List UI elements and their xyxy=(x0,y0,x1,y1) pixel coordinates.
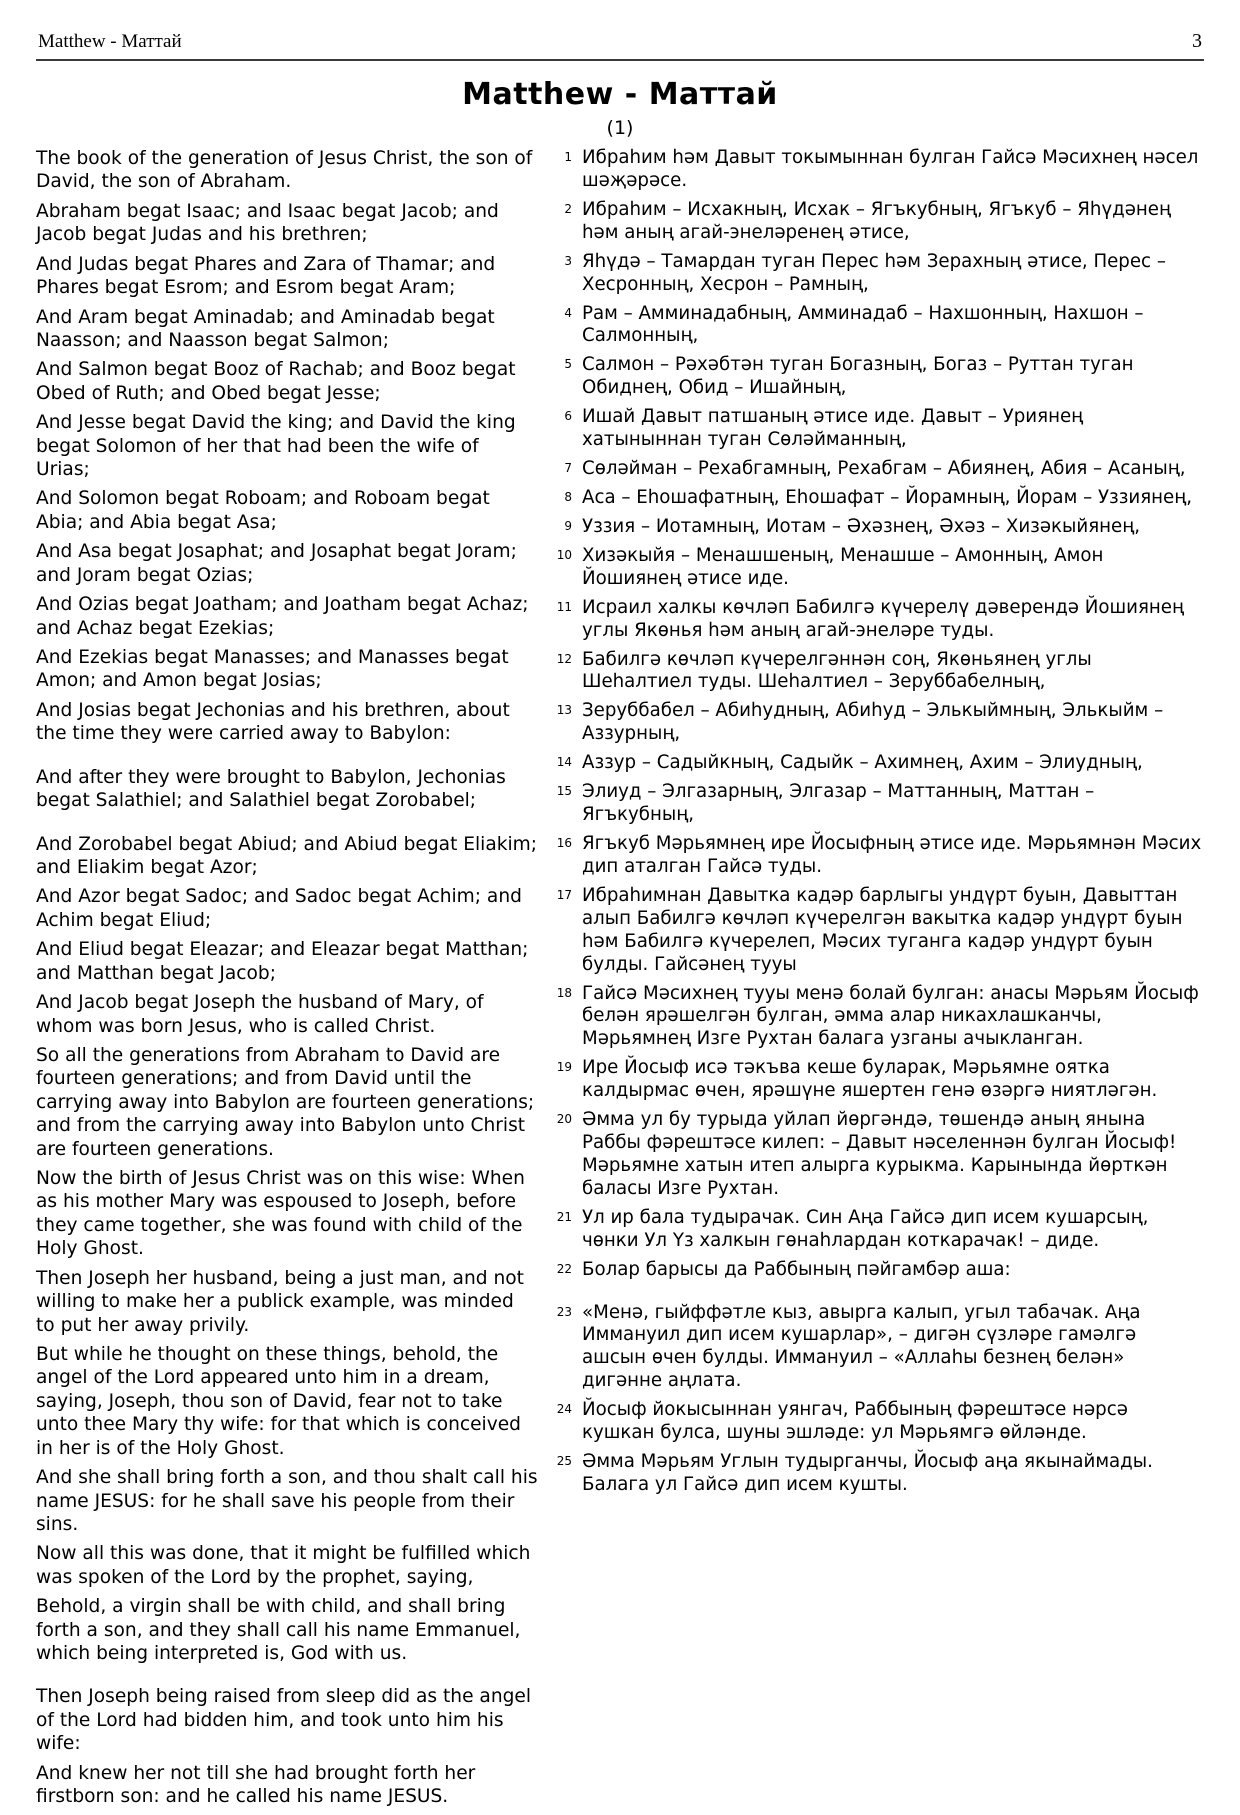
verse-number: 18 xyxy=(556,985,572,1000)
verse-number: 19 xyxy=(556,1060,572,1075)
verse-number: 24 xyxy=(556,1402,572,1417)
verse-row xyxy=(552,597,1204,643)
paragraph-text: And Jesse begat David the king; and David the king begat Solomon of her that had been the wife of Urias; xyxy=(36,412,516,481)
verse-number: 7 xyxy=(564,461,572,476)
paragraph-text: Behold, a virgin shall be with child, and shall bring forth a son, and they shall call his name Emmanuel, which being interpreted is, God with us. xyxy=(36,1596,521,1665)
paragraph xyxy=(36,1542,538,1589)
verse-row xyxy=(552,406,1204,452)
verse-text: Аса – Еһошафатның, Еһошафат – Йорамның, Йорам – Уззиянең, xyxy=(582,486,1193,508)
paragraph xyxy=(36,1343,538,1460)
paragraph xyxy=(36,1167,538,1261)
verse-text: Ибраһимнан Давытка кадәр барлыгы ундүрт буын, Давыттан алып Бабилгә көчләп күчерелгән вакытка кадәр ундүрт буын һәм Бабилгә күчерелеп, Мәсих туганга кадәр ундүрт буын булды. Гайсәнең тууы xyxy=(582,884,1183,975)
column-spacer xyxy=(36,752,538,766)
verse-row xyxy=(552,303,1204,349)
tatar-column xyxy=(552,147,1204,1503)
verse-number: 11 xyxy=(556,599,572,614)
paragraph xyxy=(36,358,538,405)
paragraph xyxy=(36,411,538,481)
paragraph xyxy=(36,1466,538,1536)
verse-text: «Менә, гыйффәтле кыз, авырга калып, угыл табачак. Аңа Иммануил дип исем кушарлар», – дигән сүзләре гамәлгә ашсын өчен булды. Иммануил – «Аллаһы безнең белән» дигәнне аңлата. xyxy=(582,1301,1141,1392)
paragraph-text: And Ozias begat Joatham; and Joatham begat Achaz; and Achaz begat Ezekias; xyxy=(36,594,529,639)
verse-text: Ул ир бала тудырачак. Син Аңа Гайсә дип исем кушарсың, чөнки Ул Үз халкын гөнаһлардан коткарачак! – диде. xyxy=(582,1206,1149,1251)
verse-number: 4 xyxy=(564,305,572,320)
paragraph-text: The book of the generation of Jesus Christ, the son of David, the son of Abraham. xyxy=(36,148,533,193)
verse-row xyxy=(552,833,1204,879)
paragraph-text: But while he thought on these things, behold, the angel of the Lord appeared unto him in a dream, saying, Joseph, thou son of David, fear not to take unto thee Mary thy wife: for that which is conceived in her is of the Holy Ghost. xyxy=(36,1343,521,1459)
verse-text: Аззур – Садыйкның, Садыйк – Ахимнең, Ахим – Элиудның, xyxy=(582,752,1143,774)
paragraph xyxy=(36,938,538,985)
paragraph-text: And Salmon begat Booz of Rachab; and Booz begat Obed of Ruth; and Obed begat Jesse; xyxy=(36,359,516,404)
paragraph-text: And Ezekias begat Manasses; and Manasses begat Amon; and Amon begat Josias; xyxy=(36,647,509,692)
paragraph xyxy=(36,593,538,640)
verse-number: 21 xyxy=(556,1209,572,1224)
column-spacer xyxy=(36,819,538,833)
verse-number: 9 xyxy=(564,518,572,533)
verse-number: 16 xyxy=(556,835,572,850)
paragraph xyxy=(36,200,538,247)
verse-row xyxy=(552,1302,1204,1394)
paragraph xyxy=(36,699,538,746)
paragraph-text: And Josias begat Jechonias and his brethren, about the time they were carried away to Babylon: xyxy=(36,699,510,745)
paragraph-text: And Jacob begat Joseph the husband of Mary, of whom was born Jesus, who is called Christ. xyxy=(36,992,484,1037)
verse-text: Бабилгә көчләп күчерелгәннән соң, Якөньянең углы Шеһалтиел туды. Шеһалтиел – Зеруббабелның, xyxy=(582,648,1092,693)
verse-number: 13 xyxy=(556,703,572,718)
verse-text: Болар барысы да Раббының пәйгамбәр аша: xyxy=(582,1258,1011,1280)
verse-text: Ишай Давыт патшаның әтисе иде. Давыт – Уриянең хатыныннан туган Сөләйманның, xyxy=(582,406,1084,451)
verse-row xyxy=(552,354,1204,400)
verse-number: 5 xyxy=(564,357,572,372)
page-number: 3 xyxy=(1192,30,1202,52)
parallel-text-columns xyxy=(36,147,1204,1815)
verse-row xyxy=(552,983,1204,1052)
verse-number: 23 xyxy=(556,1304,572,1319)
paragraph-text: Then Joseph being raised from sleep did as the angel of the Lord had bidden him, and took unto him his wife: xyxy=(36,1686,532,1755)
paragraph xyxy=(36,306,538,353)
verse-text: Ибраһим – Исхакның, Исхак – Ягъкубның, Ягъкуб – Яһүдәнең һәм аның агай-энеләренең әтисе, xyxy=(582,198,1172,243)
verse-number: 1 xyxy=(564,150,572,164)
verse-text: Исраил халкы көчләп Бабилгә күчерелү дәверендә Йошиянең углы Якөнья һәм аның агай-энеләре туды. xyxy=(582,596,1184,641)
verse-row xyxy=(552,516,1204,539)
verse-row xyxy=(552,649,1204,695)
paragraph-text: And Azor begat Sadoc; and Sadoc begat Achim; and Achim begat Eliud; xyxy=(36,886,522,931)
paragraph xyxy=(36,766,538,813)
english-column xyxy=(36,147,552,1815)
paragraph xyxy=(36,833,538,880)
paragraph xyxy=(36,540,538,587)
verse-row xyxy=(552,251,1204,297)
verse-number: 2 xyxy=(564,201,572,216)
verse-number: 10 xyxy=(556,547,572,562)
paragraph xyxy=(36,1044,538,1161)
verse-text: Ибраһим һәм Давыт токымыннан булган Гайсә Мәсихнең нәсел шәҗәрәсе. xyxy=(582,147,1199,191)
paragraph-text: And Zorobabel begat Abiud; and Abiud begat Eliakim; and Eliakim begat Azor; xyxy=(36,833,538,878)
verse-text: Ире Йосыф исә тәкъва кеше буларак, Мәрьямне оятка калдырмас өчен, ярәшүне яшертен генә өзәргә ниятләгән. xyxy=(582,1057,1158,1102)
verse-number: 8 xyxy=(564,489,572,504)
paragraph-text: And Solomon begat Roboam; and Roboam begat Abia; and Abia begat Asa; xyxy=(36,488,490,533)
paragraph-text: And Eliud begat Eleazar; and Eleazar begat Matthan; and Matthan begat Jacob; xyxy=(36,939,529,984)
paragraph-text: Now all this was done, that it might be fulfilled which was spoken of the Lord by the prophet, saying, xyxy=(36,1543,531,1588)
verse-text: Яһүдә – Тамардан туган Перес һәм Зерахның әтисе, Перес – Хесронның, Хесрон – Рамның, xyxy=(582,250,1166,295)
verse-row xyxy=(552,1451,1204,1497)
column-spacer xyxy=(36,1671,538,1685)
verse-number: 15 xyxy=(556,784,572,799)
verse-row xyxy=(552,487,1204,510)
verse-row xyxy=(552,1259,1204,1282)
verse-number: 22 xyxy=(556,1261,572,1276)
paragraph xyxy=(36,646,538,693)
verse-row xyxy=(552,885,1204,977)
verse-row xyxy=(552,781,1204,827)
paragraph xyxy=(36,487,538,534)
paragraph-text: And Asa begat Josaphat; and Josaphat begat Joram; and Joram begat Ozias; xyxy=(36,541,517,586)
verse-row xyxy=(552,700,1204,746)
paragraph xyxy=(36,253,538,300)
paragraph-text: Then Joseph her husband, being a just man, and not willing to make her a publick example, was minded to put her away privily. xyxy=(36,1267,524,1336)
verse-text: Сөләйман – Рехабгамның, Рехабгам – Абиянең, Абия – Асаның, xyxy=(582,458,1186,480)
verse-text: Гайсә Мәсихнең тууы менә болай булган: анасы Мәрьям Йосыф белән ярәшелгән булган, әмма алар никахлашканчы, Мәрьямнең Изге Рухтан балага узганы ачыкланган. xyxy=(582,982,1199,1050)
chapter-number: (1) xyxy=(606,117,634,139)
verse-number: 3 xyxy=(564,253,572,268)
running-title: Matthew - Маттай xyxy=(38,31,182,52)
verse-row xyxy=(552,1399,1204,1445)
verse-row xyxy=(552,199,1204,245)
paragraph-text: So all the generations from Abraham to David are fourteen generations; and from David until the carrying away into Babylon are fourteen generations; and from the carrying away into Babylon unto Christ are fourteen generations. xyxy=(36,1044,535,1160)
verse-row xyxy=(552,752,1204,775)
verse-text: Салмон – Рәхәбтән туган Богазның, Богаз – Руттан туган Обиднең, Обид – Ишайның, xyxy=(582,354,1134,399)
verse-row xyxy=(552,545,1204,591)
paragraph xyxy=(36,991,538,1038)
verse-number: 25 xyxy=(556,1454,572,1469)
verse-row xyxy=(552,1057,1204,1103)
verse-text: Хизәкыйя – Менашшеның, Менашше – Амонның, Амон Йошиянең әтисе иде. xyxy=(582,544,1104,589)
verse-row xyxy=(552,1109,1204,1201)
verse-row xyxy=(552,1207,1204,1253)
verse-text: Йосыф йокысыннан уянгач, Раббының фәрештәсе нәрсә кушкан булса, шуны эшләде: ул Мәрьямгә өйләнде. xyxy=(582,1399,1128,1444)
verse-text: Ягъкуб Мәрьямнең ире Йосыфның әтисе иде. Мәрьямнән Мәсих дип аталган Гайсә туды. xyxy=(582,832,1202,877)
verse-number: 14 xyxy=(556,755,572,770)
paragraph-text: And Aram begat Aminadab; and Aminadab begat Naasson; and Naasson begat Salmon; xyxy=(36,306,495,351)
paragraph xyxy=(36,1762,538,1809)
verse-text: Рам – Амминадабның, Амминадаб – Нахшонның, Нахшон – Салмонның, xyxy=(582,302,1144,347)
paragraph xyxy=(36,147,538,194)
paragraph-text: And she shall bring forth a son, and thou shalt call his name JESUS: for he shall save his people from their sins. xyxy=(36,1467,538,1535)
verse-number: 12 xyxy=(556,651,572,666)
verse-text: Әмма ул бу турыда уйлап йөргәндә, төшендә аның янына Раббы фәрештәсе килеп: – Давыт нәселеннән булган Йосыф! Мәрьямне хатын итеп алырга курыкма. Карынында йөрткән баласы Изге Рухтан. xyxy=(582,1109,1177,1199)
paragraph xyxy=(36,1685,538,1755)
paragraph-text: Abraham begat Isaac; and Isaac begat Jacob; and Jacob begat Judas and his brethren; xyxy=(36,200,499,246)
verse-number: 17 xyxy=(556,887,572,902)
paragraph xyxy=(36,885,538,932)
paragraph xyxy=(36,1595,538,1665)
page-title: Matthew - Маттай xyxy=(462,77,778,112)
column-spacer xyxy=(552,1288,1204,1302)
verse-text: Зеруббабел – Абиһудның, Абиһуд – Элькыймның, Элькыйм – Аззурның, xyxy=(582,700,1164,745)
paragraph-text: Now the birth of Jesus Christ was on this wise: When as his mother Mary was espoused to Joseph, before they came together, she was found with child of the Holy Ghost. xyxy=(36,1168,525,1260)
verse-row xyxy=(552,458,1204,481)
verse-row xyxy=(552,147,1204,193)
paragraph-text: And knew her not till she had brought forth her firstborn son: and he called his name JESUS. xyxy=(36,1762,476,1808)
verse-text: Әмма Мәрьям Углын тудырганчы, Йосыф аңа якынаймады. Балага ул Гайсә дип исем кушты. xyxy=(582,1451,1153,1496)
paragraph xyxy=(36,1267,538,1337)
verse-number: 6 xyxy=(564,409,572,424)
paragraph-text: And after they were brought to Babylon, Jechonias begat Salathiel; and Salathiel begat Zorobabel; xyxy=(36,766,506,812)
verse-number: 20 xyxy=(556,1112,572,1127)
page-header xyxy=(36,30,1204,61)
verse-text: Элиуд – Элгазарның, Элгазар – Маттанның, Маттан – Ягъкубның, xyxy=(582,781,1095,826)
paragraph-text: And Judas begat Phares and Zara of Thamar; and Phares begat Esrom; and Esrom begat Aram; xyxy=(36,253,496,299)
verse-text: Уззия – Иотамның, Иотам – Әхәзнең, Әхәз – Хизәкыйянең, xyxy=(582,515,1141,537)
